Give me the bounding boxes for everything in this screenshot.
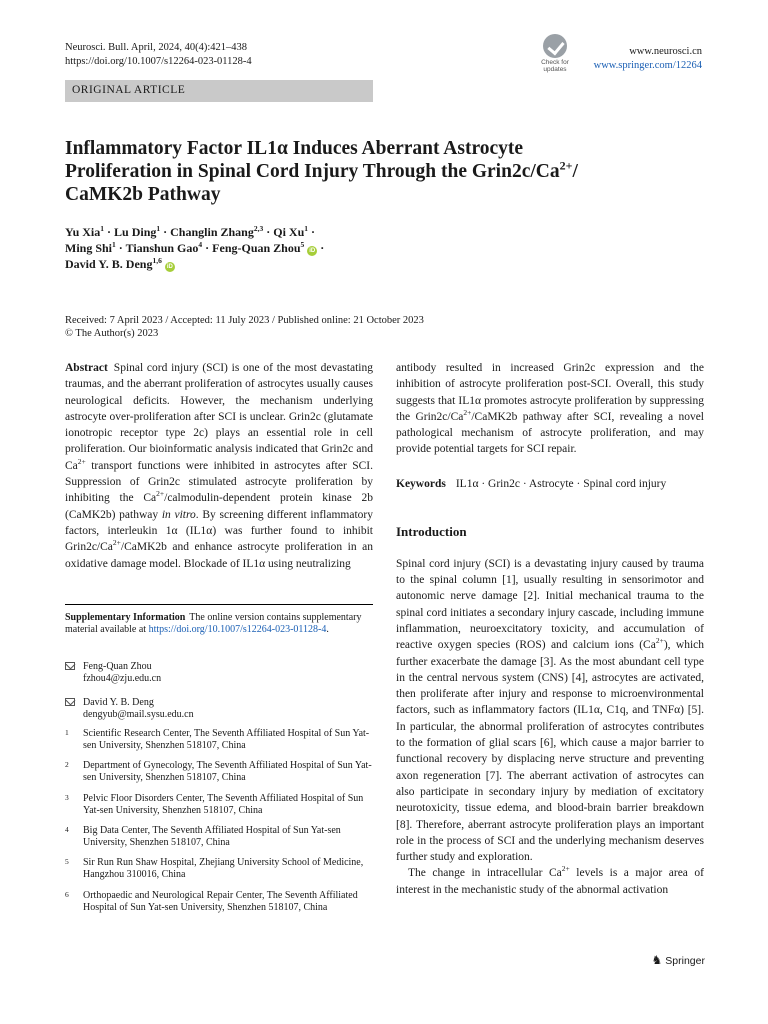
author-name[interactable]: Ming Shi: [65, 241, 113, 255]
publication-dates: [65, 314, 424, 340]
right-column: [396, 360, 704, 898]
author-name[interactable]: Lu Ding: [114, 225, 157, 239]
keywords-list: IL1α · Grin2c · Astrocyte · Spinal cord injury: [455, 477, 667, 490]
left-column: [65, 360, 373, 572]
affiliation: 5 Sir Run Run Shaw Hospital, Zhejiang University School of Medicine, Hangzhou 310016, China: [65, 857, 364, 880]
section-heading-introduction: Introduction: [396, 523, 467, 539]
introduction-body: [396, 556, 704, 898]
paragraph: Spinal cord injury (SCI) is a devastating injury caused by trauma to the spinal column [1], usually resulting in sensorimotor and autonomic nerve damage [2]. Initial mechanical trauma to the spinal cord initiates a secondary injury cascade, including immune inflammation, neuroexcitatory toxicity, and accumulation of reactive oxygen species (ROS) and calcium ions $(Ca^{2+})$, which further exacerbate the damage [3]. As the most abundant cell type in the central nervous system (CNS) [4], astrocytes are activated, then proliferate after injury and response to microenvironmental factors, such as inflammatory factors (IL1α, C1q, and TNFα) [5]. In particular, the abnormal proliferation of astrocytes contributes to the formation of glial scars [6], which cause a major barrier to functional recovery by displacing nerve structure and preventing axon regeneration [7]. The aberrant activation of astrocytes can also participate in secondary injury by mediation of excitatory neurotoxicity, tissue edema, and blood-brain barrier breakdown [8]. Therefore, aberrant astrocyte proliferation plays an important role in the process of SCI and the underlying mechanism deserves further study and exploration.: [396, 557, 704, 864]
title-line-2: Proliferation in Spinal Cord Injury Through the $Grin2c/Ca^{2+}/$: [65, 158, 578, 182]
abstract-paragraph: Abstract Spinal cord injury (SCI) is one of the most devastating traumas, and the aberrant proliferation of astrocytes usually causes neurological deficits. However, the mechanism underlying astrocyte over-proliferation after SCI is unclear. Grin2c (glutamate ionotropic receptor type 2c) plays an essential role in cell proliferation. Our bioinformatic analysis indicated that Grin2c and $Ca^{2+}$ transport functions were inhibited in astrocytes after SCI. Suppression of Grin2c stimulated astrocyte proliferation by inhibiting the $Ca^{2+}/calmodulin$-dependent protein kinase 2b (CaMK2b) pathway in vitro. By screening different inflammatory factors, interleukin 1α (IL1α) was further found to inhibit $Grin2c/Ca^{2+}/CaMK2b$ and enhance astrocyte proliferation in an oxidative damage model. Blockade of IL1α using neutralizing: [65, 362, 373, 570]
paragraph: The change in intracellular $Ca^{2+}$ levels is a major area of interest in the mechanistic study of the abnormal activation: [396, 864, 704, 896]
doi-line[interactable]: https://doi.org/10.1007/s12264-023-01128-4: [65, 56, 252, 67]
journal-websites: [594, 45, 702, 73]
site-link-springer[interactable]: www.springer.com/12264: [593, 60, 702, 71]
author-line-1: Yu Xia$^1$ · Lu Ding$^1$ · Changlin Zhang$^{2,3}$ · Qi $Xu^1$ ·: [65, 224, 316, 239]
envelope-icon: [65, 662, 75, 670]
affiliation: 4 Big Data Center, The Seventh Affiliated Hospital of Sun Yat-sen University, Shenzhen 518107, China: [65, 825, 341, 848]
author-name[interactable]: Qi Xu: [273, 225, 305, 239]
author-name[interactable]: David Y. B. Deng: [65, 257, 153, 271]
supplementary-info: Supplementary Information The online version contains supplementary material available at https://doi.org/10.1007/s12264-023-01128-4.: [65, 612, 362, 635]
history-dates: Received: 7 April 2023 / Accepted: 11 July 2023 / Published online: 21 October 2023: [65, 315, 424, 326]
envelope-icon: [65, 698, 75, 706]
abstract-continuation: antibody resulted in increased Grin2c expression and the inhibition of astrocyte proliferation post-SCI. Overall, this study suggests that IL1α promotes astrocyte proliferation by suppressing the $Grin2c/Ca^{2+}/CaMK2b$ pathway after SCI, revealing a novel pathological mechanism of astrocyte proliferation, and may provide potential targets for SCI repair.: [396, 362, 704, 456]
site-link-neurosci[interactable]: www.neurosci.cn: [629, 46, 702, 57]
affiliation: 1 Scientific Research Center, The Seventh Affiliated Hospital of Sun Yat-sen University, Shenzhen 518107, China: [65, 728, 370, 751]
check-updates-label: Check for updates: [541, 59, 569, 73]
copyright: © The Author(s) 2023: [65, 328, 159, 339]
affiliation: 6 Orthopaedic and Neurological Repair Center, The Seventh Affiliated Hospital of Sun Yat-sen University, Shenzhen 518107, China: [65, 890, 358, 913]
publisher-footer: [652, 953, 705, 967]
journal-citation: [65, 41, 252, 69]
abstract-label: Abstract: [65, 362, 108, 374]
supplementary-link[interactable]: https://doi.org/10.1007/s12264-023-01128-4: [148, 624, 327, 635]
author-name[interactable]: Yu Xia: [65, 225, 101, 239]
orcid-icon[interactable]: iD: [309, 248, 316, 254]
footnote-divider: [65, 604, 373, 605]
author-line-2: Ming Shi$^1$ · Tianshun Gao$^4$ · Feng-Quan Zhou$^5$ iD ·: [65, 240, 325, 255]
publisher-name: Springer: [665, 955, 705, 967]
contact-name: Feng-Quan Zhou: [83, 661, 152, 672]
supplementary-label: Supplementary Information: [65, 612, 186, 623]
article-title: [65, 137, 705, 206]
author-name[interactable]: Changlin Zhang: [170, 225, 254, 239]
author-name[interactable]: Tianshun Gao: [125, 241, 199, 255]
article-type-banner: ORIGINAL ARTICLE: [65, 80, 373, 102]
check-updates-icon: [543, 34, 567, 58]
springer-horse-icon: ♞: [651, 953, 663, 967]
keywords-label: Keywords: [396, 477, 446, 490]
journal-volume-line: Neurosci. Bull. April, 2024, 40(4):421–438: [65, 42, 247, 53]
affiliation: 3 Pelvic Floor Disorders Center, The Seventh Affiliated Hospital of Sun Yat-sen University, Shenzhen 518107, China: [65, 793, 364, 816]
contact-email[interactable]: dengyub@mail.sysu.edu.cn: [83, 709, 194, 720]
author-list: [65, 224, 625, 272]
affiliation: 2 Department of Gynecology, The Seventh Affiliated Hospital of Sun Yat-sen University, Shenzhen 518107, China: [65, 760, 372, 783]
corresponding-author: [65, 697, 373, 721]
title-line-3: CaMK2b Pathway: [65, 184, 221, 205]
corresponding-author: [65, 661, 373, 685]
author-line-3: David Y. B. Deng$^{1,6}$ iD: [65, 256, 173, 271]
contact-email[interactable]: fzhou4@zju.edu.cn: [83, 673, 162, 684]
contact-name: David Y. B. Deng: [83, 697, 154, 708]
title-line-1: Inflammatory Factor IL1α Induces Aberrant Astrocyte: [65, 138, 524, 159]
keywords: [396, 476, 704, 492]
orcid-icon[interactable]: iD: [166, 264, 173, 270]
author-name[interactable]: Feng-Quan Zhou: [212, 241, 301, 255]
check-for-updates-button[interactable]: [535, 34, 575, 74]
